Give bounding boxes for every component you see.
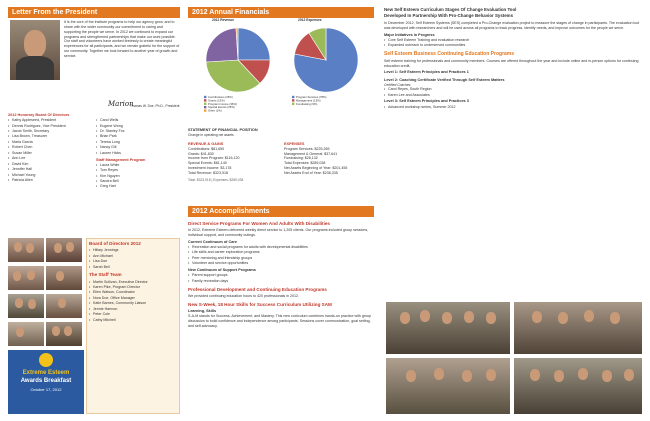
event-badge (8, 350, 84, 414)
gala-name: • Sarah Bell (89, 265, 177, 270)
legend-label: Grants (13%) (208, 98, 225, 103)
revenue-list (188, 147, 276, 176)
expenses-list (284, 147, 372, 176)
support-list (188, 273, 374, 283)
pie1-title: 2012 Revenue (212, 18, 234, 22)
pie2-title: 2012 Expenses (298, 18, 322, 22)
board-member: • Maria Garcia (8, 140, 92, 145)
gala-photo-8 (46, 322, 82, 346)
event-date: October 17, 2012 (30, 387, 62, 393)
accomplishments-body (188, 218, 374, 416)
support-item: • Parent support groups (188, 273, 374, 278)
board-title: 2012 Honorary Board Of Directors (8, 113, 70, 117)
gala-photo-1 (8, 238, 44, 262)
financial-footer: Total: $323,918 | Expenses: $289,038 (188, 177, 244, 182)
continuum-title: Current Continuum of Care (188, 239, 237, 244)
board-member: • Lauren Hicks (96, 151, 180, 156)
president-header: Letter From the President (8, 7, 180, 18)
major-item: • Core Self Esteem Training and evaluation research (384, 38, 642, 43)
board-member: • Michael Young (8, 173, 92, 178)
legend-label: Management (13%) (296, 98, 321, 103)
board-member: • Eugene Wong (96, 124, 180, 129)
revenue-line: Special Events: $81,140 (188, 161, 227, 166)
level3-title: Level 3: Self Esteem Principles and Practices 3 (384, 99, 469, 104)
major-title: Major Initiatives in Progress (384, 32, 435, 37)
level3-list (384, 105, 642, 110)
legend-label: Program Services (78%) (296, 95, 327, 99)
board-member: • Teresa Long (96, 140, 180, 145)
staff-list (96, 163, 180, 190)
legend-swatch (204, 99, 206, 101)
board-member: • Patricia Allen (8, 178, 92, 183)
event-line2: Awards Breakfast (20, 378, 72, 385)
group-photo-2 (514, 302, 642, 354)
staff-title: Staff Management Program (96, 157, 146, 162)
board-member: • Carol Wells (96, 118, 180, 123)
group-photo-4 (514, 358, 642, 414)
expense-line: Management & General: $37,641 (284, 151, 338, 156)
financials-header: 2012 Annual Financials (188, 7, 374, 18)
president-photo (10, 20, 60, 80)
prof-title: Professional Development and Continuing Education Programs (188, 286, 327, 292)
legend-label: Program Income (36%) (208, 101, 237, 106)
board-member: • Susan Miller (8, 151, 92, 156)
accomplishments-header: 2012 Accomplishments (188, 206, 374, 217)
prof-para: We provided continuing education hours to 420 professionals in 2012. (188, 293, 300, 298)
continuum-list (188, 245, 374, 266)
support-title: New Continuum of Support Programs (188, 268, 256, 273)
expense-line: Total Expenses: $289,038 (284, 161, 326, 166)
revenue-line: Grants: $41,830 (188, 151, 214, 156)
board-member: • Dr. Stanley Fox (96, 129, 180, 134)
pie-chart-revenue (198, 24, 278, 116)
team-member: • Karen Pike, Program Director (89, 285, 177, 290)
coach-item: • Karen Lee and Associates (384, 93, 642, 98)
continuum-item: • Life skills and career exploration programs (188, 250, 374, 255)
ce-header: Self Esteem Business Continuing Education Programs (384, 50, 515, 57)
legend-swatch (292, 99, 294, 101)
board-member: • Dennis Rodriguez, Vice President (8, 124, 92, 129)
board-member: • Robert Chen (8, 145, 92, 150)
gala-title: Board of Directors 2012 (89, 241, 141, 246)
team-member: • Cathy Mitchell (89, 318, 177, 323)
gala-name: • Ann Michael (89, 254, 177, 259)
staff-member: • Greg Hart (96, 184, 180, 189)
right-para: In December 2012, Self Esteem Systems (SES) completed a Pro-Change evaluation project to measure the stages of change in participants. The evaluation tool was developed with researchers and will be used across all programs to track progress, identify needs, and improve outcomes for the people we serve. (384, 20, 640, 30)
right-title1: New Self Esteem Curriculum Stages Of Change Evaluation Tool (384, 7, 517, 12)
legend-swatch (292, 103, 294, 105)
event-logo-icon (39, 353, 53, 367)
event-line1: Extreme Esteem (22, 370, 70, 376)
revenue-line: Income from Program: $116,120 (188, 156, 240, 161)
right-title2: Developed In Partnership With Pro-Change Behavior Systems (384, 12, 514, 18)
new-sub: Learning, Skills (188, 308, 217, 313)
level3-item: • Advanced workshop series, Summer 2012 (384, 105, 642, 110)
continuum-item: • Recreation and social programs for adults with developmental disabilities (188, 245, 374, 250)
pie-chart-expenses (286, 24, 366, 116)
legend-label: Other (1%) (208, 108, 222, 113)
gala-photo-7 (8, 322, 44, 346)
gala-photo-4 (46, 266, 82, 290)
level2-people (384, 87, 642, 97)
board-left-list (8, 118, 92, 190)
board-member: • Kathy Appleseed, President (8, 118, 92, 123)
revenue-line: Contributions: $81,650 (188, 146, 225, 151)
expense-line: Net Assets Beginning of Year: $201,455 (284, 166, 348, 171)
team-member: • Ellen Watson, Coordinator (89, 290, 177, 295)
new-title: New S-Week, 18 Hour Skills for Success Curriculum Utilizing SAM (188, 301, 332, 307)
board-member: • Jacob Smith, Secretary (8, 129, 92, 134)
staff-member: • Laura White (96, 163, 180, 168)
gala-name: • Hillary Jennings (89, 248, 177, 253)
team-member: • Martin Sullivan, Executive Director (89, 280, 177, 285)
legend-swatch (204, 96, 206, 98)
major-list (384, 38, 642, 48)
level1-title: Level 1: Self Esteem Principles and Practices 1 (384, 70, 469, 75)
gala-names (89, 248, 177, 269)
statement-title: STATEMENT OF FINANCIAL POSITION (188, 128, 258, 132)
group-photo-1 (386, 302, 510, 354)
legend-swatch (204, 109, 206, 111)
board-member: • Nancy Gill (96, 145, 180, 150)
pie-slice-special-events (206, 28, 238, 62)
legend-label: Fundraising (9%) (296, 101, 318, 106)
board-member: • David Kim (8, 162, 92, 167)
board-member: • Brian Park (96, 134, 180, 139)
level2-title: Level 2: Coaching Certificate Verified Through Self Esteem Matters (384, 77, 505, 82)
gala-photo-2 (46, 238, 82, 262)
team-list (89, 280, 177, 323)
major-item: • Expanded outreach to underserved communities (384, 43, 642, 48)
direct-title: Direct Service Programs For Women And Adults With Disabilities (188, 221, 330, 226)
staff-member: • Tom Reyes (96, 168, 180, 173)
legend-label: Special Events (25%) (208, 105, 235, 110)
statement-sub: Change in operating net assets (188, 133, 234, 138)
continuum-item: • Peer mentoring and friendship groups (188, 256, 374, 261)
revenue-line: Investment Income: $3,178 (188, 166, 232, 171)
new-para: S-A-M stands for Success, Achievement, and Mastery. This new curriculum combines hands-on practice with group discussion to build confidence and independence among participants. Sessions cover communication, goal setting, and self-advocacy. (188, 313, 372, 328)
expense-line: Fundraising: $26,132 (284, 156, 318, 161)
expense-line: Program Services: $225,265 (284, 146, 330, 151)
staff-member: • Kim Nguyen (96, 174, 180, 179)
expense-line: Net Assets End of Year: $236,335 (284, 170, 338, 175)
legend-label: Contributions (25%) (208, 95, 233, 99)
gala-photo-5 (8, 294, 44, 318)
president-letter (64, 20, 180, 100)
staff-member: • Sandra Bell (96, 179, 180, 184)
gala-sidebar (86, 238, 180, 414)
board-right-list (96, 118, 180, 155)
legend-swatch (204, 106, 206, 108)
board-member: • Lisa Brown, Treasurer (8, 134, 92, 139)
team-member: • Peter Cole (89, 312, 177, 317)
team-member: • Katie Barnes, Community Liaison (89, 301, 177, 306)
financial-statement (188, 126, 374, 204)
ce-para: Self esteem training for professionals and community members. Courses are offered throughout the year and include online and in-person options for continuing education credit. (384, 58, 639, 68)
level2-people-title: Certified Coaches: (384, 82, 412, 87)
group-photo-3 (386, 358, 510, 414)
board-section (8, 111, 180, 221)
legend-swatch (204, 103, 206, 105)
pie-slice-contributions (238, 28, 270, 60)
revenue-title: REVENUE & GAINS (188, 141, 224, 146)
team-member: • Jennie Harmon (89, 307, 177, 312)
signature-caption: Thomas W. Doe, Ph.D., President (130, 104, 180, 108)
board-member: • Ann Lee (8, 156, 92, 161)
team-title: The Staff Team (89, 272, 122, 278)
president-signature: Marion (108, 100, 134, 108)
coach-item: • Carol Reyes, South Region (384, 87, 642, 92)
revenue-line: Total Revenue: $323,918 (188, 170, 228, 175)
gala-photo-6 (46, 294, 82, 318)
legend-swatch (292, 96, 294, 98)
board-member: • Jennifer Hall (8, 167, 92, 172)
gala-photo-3 (8, 266, 44, 290)
continuum-item: • Volunteer and service opportunities (188, 261, 374, 266)
expenses-title: EXPENSES (284, 141, 305, 146)
team-member: • Nora Doe, Office Manager (89, 296, 177, 301)
right-column (384, 7, 642, 297)
support-item: • Family recreation days (188, 279, 374, 284)
direct-para: In 2012, Extreme Esteem delivered weekly direct service to 1,205 clients. Our programs included group sessions, individual support, and community outings. (188, 228, 369, 238)
gala-name: • Lisa Doe (89, 259, 177, 264)
president-paragraph: It is the core of the Institute programs to help our agency grow, and to share with the wider community our commitment to caring and supporting the people we serve. In 2012 we continued to expand our programs and strengthened partnerships that make our work possible. Our staff and volunteers have worked tirelessly to create meaningful experiences for all participants, and we remain grateful for the support of our community. Together we look forward to another year of growth and service. (64, 20, 180, 58)
